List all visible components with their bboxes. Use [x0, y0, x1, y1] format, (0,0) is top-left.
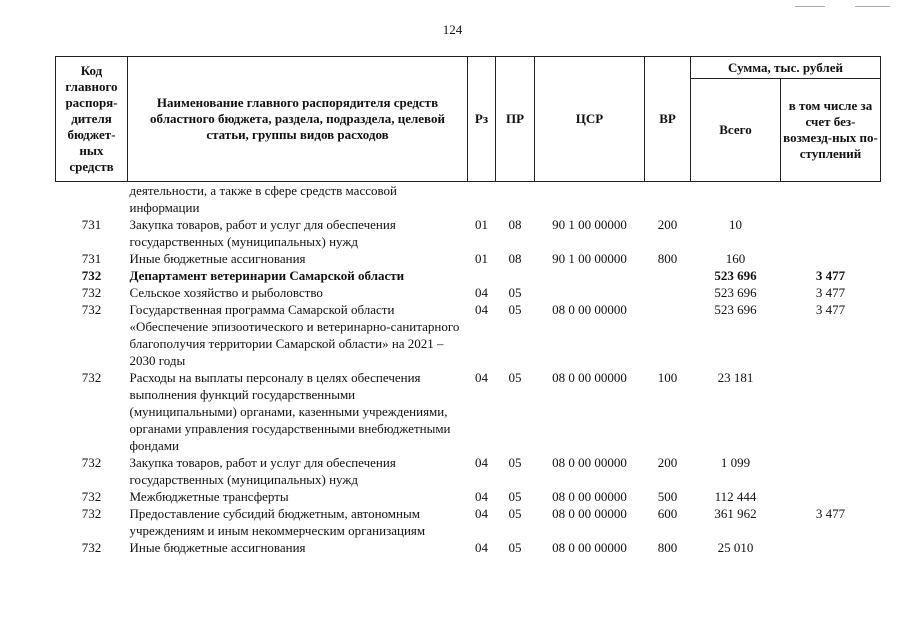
cell-csr: 08 0 00 00000 — [552, 370, 627, 385]
cell-code: 732 — [81, 489, 102, 504]
cell-csr: 08 0 00 00000 — [552, 455, 627, 470]
header-total: Всего — [691, 79, 781, 182]
cell-vr: 800 — [657, 540, 678, 555]
cell-rz: 04 — [475, 540, 488, 555]
cell-total — [691, 182, 781, 217]
cell-rz: 04 — [475, 302, 488, 317]
table-row — [56, 539, 881, 556]
cell-csr — [535, 182, 645, 217]
cell-total: 23 181 — [717, 370, 754, 385]
cell-vr: 200 — [657, 455, 678, 470]
cell-name: Иные бюджетные ассигнования — [129, 540, 306, 555]
cell-total: 523 696 — [714, 268, 757, 283]
cell-csr: 90 1 00 00000 — [552, 251, 627, 266]
cell-free — [781, 539, 881, 556]
cell-rz — [468, 267, 496, 284]
cell-total: 523 696 — [714, 285, 757, 300]
cell-code: 731 — [81, 217, 102, 232]
table-row — [56, 454, 881, 488]
cell-vr: 600 — [657, 506, 678, 521]
scan-artifact — [855, 6, 890, 7]
cell-pr — [496, 267, 535, 284]
cell-name: Иные бюджетные ассигнования — [129, 251, 306, 266]
cell-pr: 05 — [508, 506, 522, 521]
cell-free — [781, 454, 881, 488]
header-sum: Сумма, тыс. рублей — [691, 57, 881, 79]
cell-csr — [535, 284, 645, 301]
cell-csr: 08 0 00 00000 — [552, 489, 627, 504]
cell-vr: 100 — [657, 370, 678, 385]
cell-free — [781, 250, 881, 267]
cell-code: 732 — [81, 506, 102, 521]
table-body — [56, 182, 881, 557]
cell-rz: 04 — [475, 285, 488, 300]
cell-pr: 05 — [508, 302, 522, 317]
cell-free — [781, 488, 881, 505]
cell-free: 3 477 — [815, 302, 846, 317]
cell-pr: 05 — [508, 489, 522, 504]
cell-vr: 500 — [657, 489, 678, 504]
cell-vr — [645, 284, 691, 301]
page-number: 124 — [442, 22, 463, 37]
cell-rz: 01 — [475, 251, 488, 266]
table-row — [56, 369, 881, 454]
cell-code: 732 — [81, 285, 102, 300]
cell-code: 732 — [81, 540, 102, 555]
budget-table — [55, 56, 881, 556]
cell-code: 732 — [81, 302, 102, 317]
table-header — [56, 57, 881, 182]
cell-total: 112 444 — [714, 489, 757, 504]
table-row — [56, 301, 881, 369]
cell-csr: 08 0 00 00000 — [552, 540, 627, 555]
cell-total: 25 010 — [717, 540, 754, 555]
cell-name: Сельское хозяйство и рыболовство — [129, 285, 323, 300]
cell-name: Закупка товаров, работ и услуг для обеспечения государственных (муниципальных) нужд — [129, 455, 396, 487]
cell-pr: 05 — [508, 455, 522, 470]
table-row — [56, 182, 881, 217]
header-rz: Рз — [468, 57, 496, 182]
cell-rz: 04 — [475, 455, 488, 470]
cell-pr: 05 — [508, 370, 522, 385]
cell-code: 731 — [81, 251, 102, 266]
table-row — [56, 250, 881, 267]
cell-rz: 04 — [475, 506, 488, 521]
cell-code: 732 — [81, 268, 102, 283]
table-row — [56, 488, 881, 505]
cell-code — [56, 182, 128, 217]
cell-name: Закупка товаров, работ и услуг для обеспечения государственных (муниципальных) нужд — [129, 217, 396, 249]
cell-vr — [645, 267, 691, 284]
cell-free: 3 477 — [815, 506, 846, 521]
cell-total: 1 099 — [720, 455, 751, 470]
cell-total: 361 962 — [714, 506, 757, 521]
header-code: Код главного распоря-дителя бюджет-ных средств — [56, 57, 128, 182]
table-row — [56, 505, 881, 539]
cell-total: 10 — [729, 217, 742, 232]
cell-csr: 08 0 00 00000 — [552, 302, 627, 317]
header-pr: ПР — [496, 57, 535, 182]
cell-total: 523 696 — [714, 302, 757, 317]
cell-vr: 800 — [657, 251, 678, 266]
cell-name: Предоставление субсидий бюджетным, автономным учреждениям и иным некоммерческим организациям — [129, 506, 426, 538]
cell-name: Департамент ветеринарии Самарской области — [129, 268, 405, 283]
cell-pr: 05 — [508, 540, 522, 555]
cell-rz: 04 — [475, 489, 488, 504]
cell-code: 732 — [81, 370, 102, 385]
cell-free — [781, 216, 881, 250]
cell-name: Межбюджетные трансферты — [129, 489, 289, 504]
cell-total: 160 — [725, 251, 746, 266]
cell-rz: 01 — [475, 217, 488, 232]
cell-vr: 200 — [657, 217, 678, 232]
cell-name: деятельности, а также в сфере средств массовой информации — [129, 183, 398, 215]
scan-artifact — [795, 6, 825, 7]
cell-csr — [535, 267, 645, 284]
cell-pr: 08 — [508, 251, 522, 266]
table-row — [56, 216, 881, 250]
cell-free — [781, 369, 881, 454]
cell-free: 3 477 — [815, 285, 846, 300]
cell-code: 732 — [81, 455, 102, 470]
cell-csr: 08 0 00 00000 — [552, 506, 627, 521]
header-name: Наименование главного распорядителя средств областного бюджета, раздела, подраздела, целевой статьи, группы видов расходов — [128, 57, 468, 182]
cell-free — [781, 182, 881, 217]
table-row — [56, 284, 881, 301]
header-csr: ЦСР — [535, 57, 645, 182]
cell-vr — [645, 301, 691, 369]
cell-pr: 05 — [508, 285, 522, 300]
cell-pr — [496, 182, 535, 217]
table-row — [56, 267, 881, 284]
cell-free: 3 477 — [815, 268, 846, 283]
header-free: в том числе за счет без-возмезд-ных по-ступлений — [781, 79, 881, 182]
header-vr: ВР — [645, 57, 691, 182]
cell-name: Расходы на выплаты персоналу в целях обеспечения выполнения функций государственными (муниципальными) органами, казенными учреждениями, органами управления государственными внебюджетными фондами — [129, 370, 451, 453]
cell-vr — [645, 182, 691, 217]
cell-rz — [468, 182, 496, 217]
cell-rz: 04 — [475, 370, 488, 385]
cell-csr: 90 1 00 00000 — [552, 217, 627, 232]
cell-name: Государственная программа Самарской области «Обеспечение эпизоотического и ветеринарно-санитарного благополучия территории Самарской области» на 2021 – 2030 годы — [129, 302, 460, 368]
cell-pr: 08 — [508, 217, 522, 232]
